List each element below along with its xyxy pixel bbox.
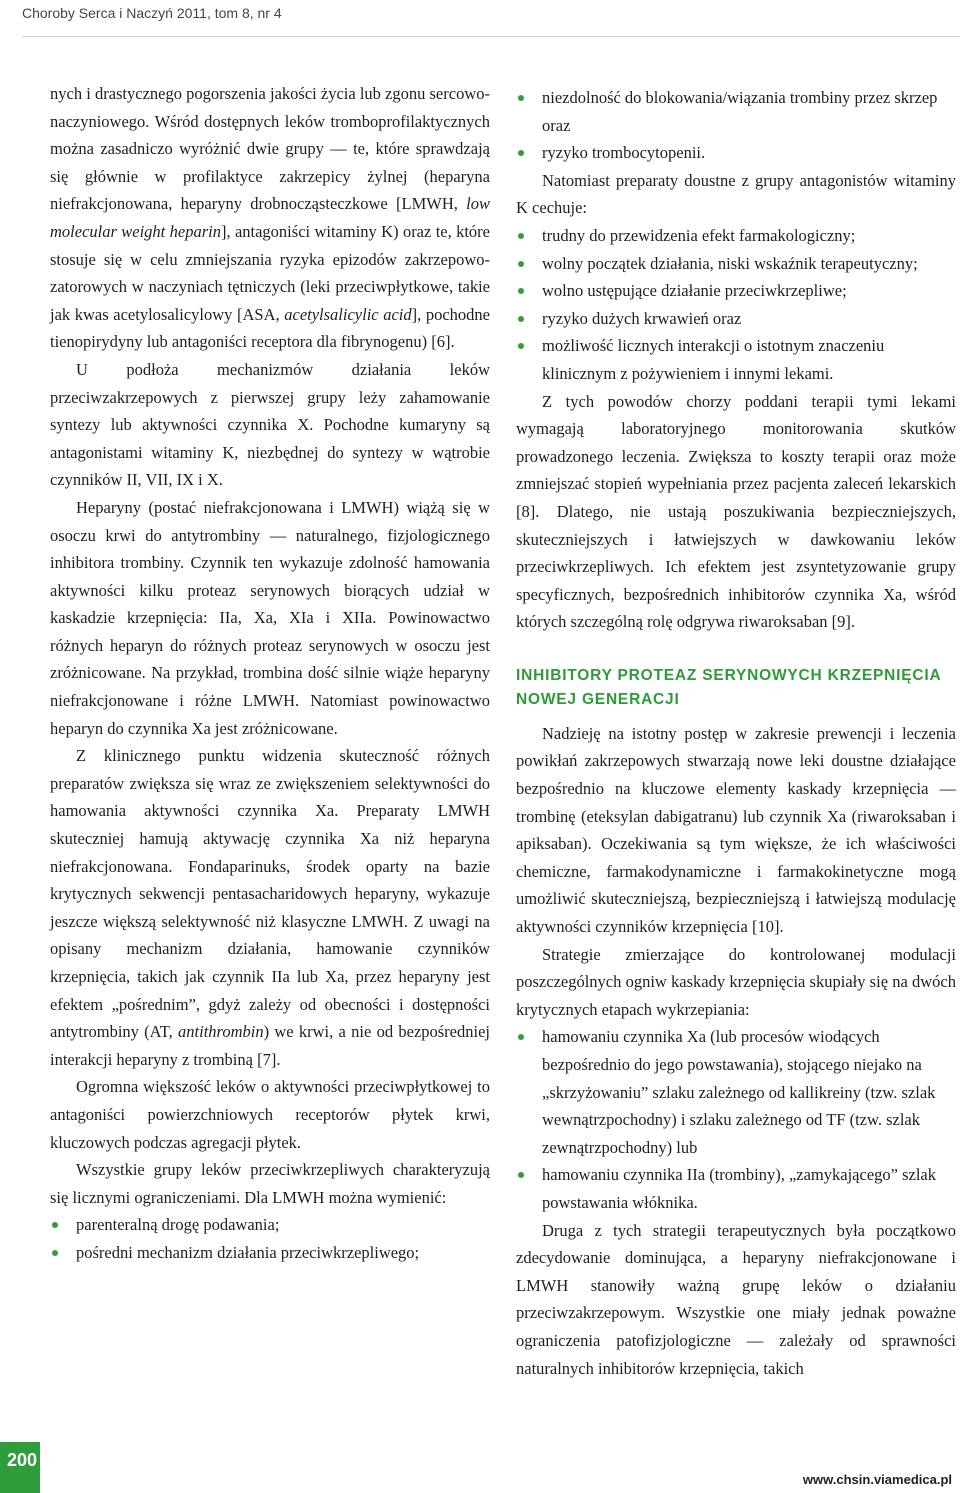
bullet-icon [518,95,524,101]
list-item: trudny do przewidzenia efekt farmakologiczny; [516,222,956,250]
list-item: parenteralną drogę podawania; [50,1211,490,1239]
journal-header-title: Choroby Serca i Naczyń 2011, tom 8, nr 4 [22,5,282,21]
list-item: pośredni mechanizm działania przeciwkrzepliwego; [50,1239,490,1267]
bullet-icon [518,288,524,294]
italic-term: antithrombin [178,1022,264,1042]
paragraph: Druga z tych strategii terapeutycznych była początkowo zdecydowanie dominująca, a heparyny niefrakcjonowane i LMWH stanowiły ważną grupę leków o działaniu przeciwzakrzepowym. Wszystkie one miały jednak poważne ograniczenia patofizjologiczne — zależały od sprawności naturalnych inhibitorów krzepnięcia, takich [516,1220,956,1378]
paragraph: Wszystkie grupy leków przeciwkrzepliwych charakteryzują się licznymi ograniczeniami. Dla LMWH można wymienić: [50,1160,490,1207]
list-item: wolny początek działania, niski wskaźnik terapeutyczny; [516,250,956,278]
page-number: 200 [6,1450,38,1470]
list-item: możliwość licznych interakcji o istotnym znaczeniu klinicznym z pożywieniem i innymi lekami. [516,332,956,387]
list-item: ryzyko trombocytopenii. [516,139,956,167]
paragraph: Strategie zmierzające do kontrolowanej modulacji poszczególnych ogniw kaskady krzepnięcia skupiały się na dwóch krytycznych etapach wykrzepiania: [516,944,956,1019]
list-item: hamowaniu czynnika Xa (lub procesów wiodących bezpośrednio do jego powstawania), stojącego niejako na „skrzyżowaniu” szlaku zależnego od kallikreiny (tzw. szlak wewnątrzpochodny) i szlaku zależnego od TF (tzw. szlak zewnątrzpochodny) lub [516,1023,956,1161]
bullet-icon [52,1222,58,1228]
bullet-icon [518,261,524,267]
paragraph: Ogromna większość leków o aktywności przeciwpłytkowej to antagoniści powierzchniowych receptorów płytek krwi, kluczowych podczas agregacji płytek. [50,1077,490,1152]
list-item: hamowaniu czynnika IIa (trombiny), „zamykającego” szlak powstawania włóknika. [516,1161,956,1216]
bullet-list [516,222,956,388]
paragraph: Z klinicznego punktu widzenia skuteczność różnych preparatów zwiększa się wraz ze zwiększeniem selektywności do hamowania aktywności czynnika Xa. Preparaty LMWH skuteczniej hamują aktywację czynnika Xa niż heparyna niefrakcjonowana. Fondaparinuks, środek oparty na bazie krytycznych sekwencji pentasacharidowych heparyny, wykazuje jeszcze większą selektywność niż klasyczne LMWH. Z uwagi na opisany mechanizm działania, hamowanie czynników krzepnięcia, takich jak czynnik IIa lub Xa, przez heparyny jest efektem „pośrednim”, gdyż zależy od obecności i dostępności antytrombiny (AT, antithrombin) we krwi, a nie od bezpośredniej interakcji heparyny z trombiną [7]. [50,746,490,1069]
section-heading: INHIBITORY PROTEAZ SERYNOWYCH KRZEPNIĘCIA NOWEJ GENERACJI [516,666,941,708]
bullet-icon [518,1034,524,1040]
paragraph: Z tych powodów chorzy poddani terapii tymi lekami wymagają laboratoryjnego monitorowania skutków prowadzonego leczenia. Zwiększa to koszty terapii oraz może zmniejszać stopień wypełniania przez pacjenta zaleceń lekarskich [8]. Dlatego, nie ustają poszukiwania bezpieczniejszych, skuteczniejszych i łatwiejszych w dawkowaniu leków przeciwkrzepliwych. Ich efektem jest zsyntetyzowanie grupy specyficznych, bezpośrednich inhibitorów czynnika Xa, wśród których szczególną rolę odgrywa riwaroksaban [9]. [516,391,956,632]
italic-term: acetylsalicylic acid [284,304,412,324]
paragraph: Natomiast preparaty doustne z grupy antagonistów witaminy K cechuje: [516,170,956,218]
paragraph: nych i drastycznego pogorszenia jakości życia lub zgonu sercowo-naczyniowego. Wśród dostępnych leków tromboprofilaktycznych można zasadniczo wyróżnić dwie grupy — te, które sprawdzają się głównie w profilaktyce zakrzepicy żylnej (heparyna niefrakcjonowana, heparyny drobnocząsteczkowe [LMWH, low molecular weight heparin], antagoniści witaminy K) oraz te, które stosuje się w celu zmniejszania ryzyka epizodów zakrzepowo-zatorowych w naczyniach tętniczych (leki przeciwpłytkowe, takie jak kwas acetylosalicylowy [ASA, acetylsalicylic acid], pochodne tienopirydyny lub antagoniści receptora dla fibrynogenu) [6]. [50,84,491,352]
bullet-icon [518,150,524,156]
paragraph: Nadzieję na istotny postęp w zakresie prewencji i leczenia powikłań zakrzepowych stwarzają nowe leki doustne działające bezpośrednio na kluczowe elementy kaskady krzepnięcia — trombinę (eteksylan dabigatranu) lub czynnik Xa (riwaroksaban i apiksaban). Oczekiwania są tym większe, że ich właściwości chemiczne, farmakodynamiczne i farmakokinetyczne mogą umożliwić skuteczniejszą, bezpieczniejszą i łatwiejszą modulację aktywności czynników krzepnięcia [10]. [516,723,956,937]
paragraph: U podłoża mechanizmów działania leków przeciwzakrzepowych z pierwszej grupy leży zahamowanie syntezy lub aktywności czynnika X. Pochodne kumaryny są antagonistami witaminy K, niezbędnej do syntezy w wątrobie czynników II, VII, IX i X. [50,359,490,490]
italic-term: low molecular weight heparin [50,194,491,241]
bullet-icon [518,343,524,349]
footer-url: www.chsin.viamedica.pl [802,1472,952,1487]
bullet-list [516,1023,956,1216]
left-column [50,80,490,1267]
bullet-list [50,1211,490,1266]
list-item: ryzyko dużych krwawień oraz [516,305,956,333]
bullet-icon [518,233,524,239]
right-column [516,84,956,1382]
bullet-icon [52,1250,58,1256]
list-item: niezdolność do blokowania/wiązania trombiny przez skrzep oraz [516,84,956,139]
paragraph: Heparyny (postać niefrakcjonowana i LMWH) wiążą się w osoczu krwi do antytrombiny — naturalnego, fizjologicznego inhibitora trombiny. Czynnik ten wykazuje zdolność hamowania aktywności kilku proteaz serynowych biorących udział w kaskadzie krzepnięcia: IIa, Xa, XIa i XIIa. Powinowactwo różnych heparyn do różnych proteaz serynowych w osoczu jest zróżnicowane. Na przykład, trombina dość silnie wiąże heparyny niefrakcjonowane i różne LMWH. Natomiast powinowactwo heparyn do czynnika Xa jest zróżnicowane. [50,497,490,738]
bullet-list [516,84,956,167]
bullet-icon [518,316,524,322]
list-item: wolno ustępujące działanie przeciwkrzepliwe; [516,277,956,305]
bullet-icon [518,1172,524,1178]
